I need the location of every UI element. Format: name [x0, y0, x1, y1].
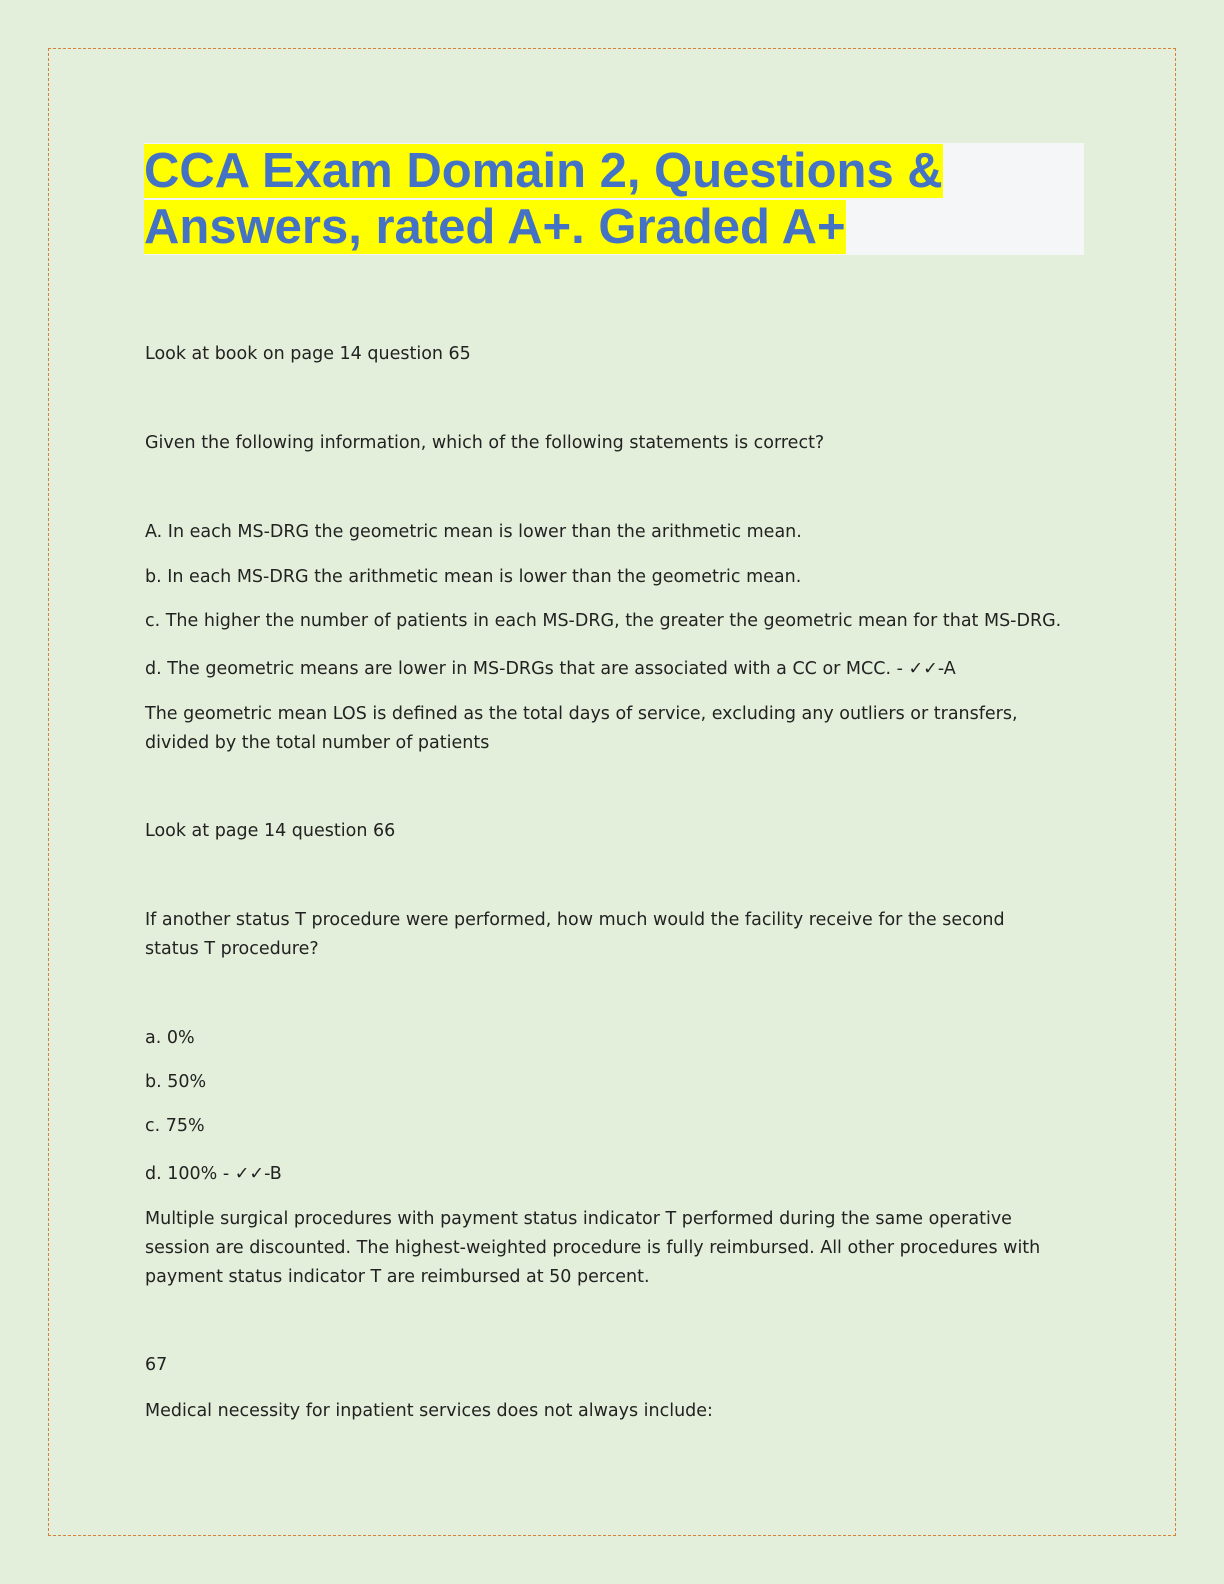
question-65-reference: Look at book on page 14 question 65: [145, 344, 471, 364]
question-65-text: Given the following information, which of the following statements is correct?: [145, 433, 825, 453]
question-65-option-b: b. In each MS-DRG the arithmetic mean is lower than the geometric mean.: [145, 567, 802, 587]
question-66-reference: Look at page 14 question 66: [145, 821, 396, 841]
title-line-2: Answers, rated A+. Graded A+: [144, 200, 846, 254]
question-65-explanation: The geometric mean LOS is defined as the total days of service, excluding any outliers or transfers, divided by the total number of patients: [145, 704, 1018, 753]
page-border: [48, 48, 1176, 1536]
question-66-option-d-text: d. 100% -: [145, 1164, 230, 1184]
question-65-option-c: c. The higher the number of patients in each MS-DRG, the greater the geometric mean for that MS-DRG.: [145, 611, 1062, 631]
question-66-option-c: c. 75%: [145, 1116, 205, 1136]
question-67-reference: 67: [145, 1355, 168, 1375]
question-66-answer: -B: [264, 1164, 282, 1184]
question-66-explanation: Multiple surgical procedures with payment status indicator T performed during the same operative session are discounted. The highest-weighted procedure is fully reimbursed. All other procedures with payment status indicator T are reimbursed at 50 percent.: [145, 1209, 1041, 1287]
question-66-option-b: b. 50%: [145, 1072, 207, 1092]
question-65-option-d: [145, 655, 1085, 684]
document-title: [144, 143, 1084, 255]
question-66-text: If another status T procedure were performed, how much would the facility receive for the second status T procedure?: [145, 910, 1005, 959]
question-66-option-d: [145, 1160, 1085, 1189]
double-check-icon: ✓✓: [908, 659, 938, 679]
title-line-1: CCA Exam Domain 2, Questions &: [144, 144, 943, 198]
question-65-answer: -A: [937, 659, 956, 679]
question-66-option-a: a. 0%: [145, 1028, 195, 1048]
question-65-option-d-text: d. The geometric means are lower in MS-DRGs that are associated with a CC or MCC. -: [145, 659, 903, 679]
question-67-text: Medical necessity for inpatient services does not always include:: [145, 1401, 713, 1421]
question-65-option-a: A. In each MS-DRG the geometric mean is lower than the arithmetic mean.: [145, 522, 802, 542]
double-check-icon: ✓✓: [234, 1164, 265, 1184]
